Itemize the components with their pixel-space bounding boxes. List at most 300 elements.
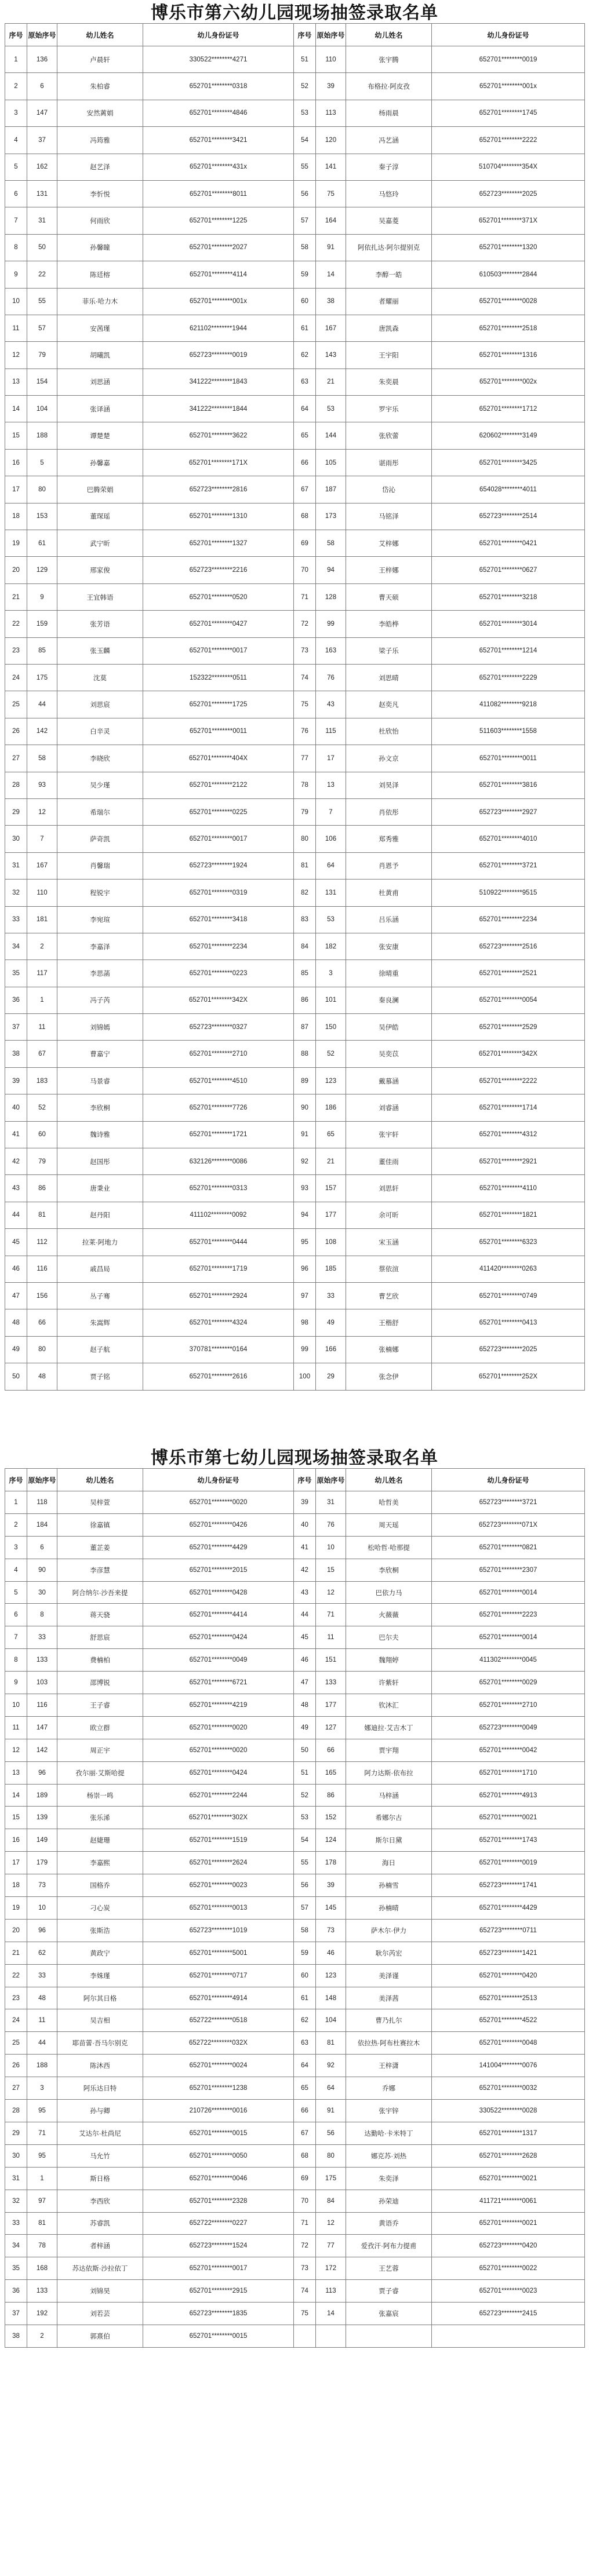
seq-cell: 29 <box>5 798 27 825</box>
child-id-cell: 652701********6323 <box>432 1229 585 1256</box>
original-seq-cell: 10 <box>316 1536 346 1559</box>
child-id-cell: 652701********0021 <box>432 2212 585 2235</box>
child-name-cell: 王宇阳 <box>346 342 432 368</box>
seq-cell: 58 <box>294 1919 316 1942</box>
child-id-cell: 652701********2328 <box>143 2190 294 2212</box>
seq-cell: 30 <box>5 2144 27 2167</box>
seq-cell: 75 <box>294 2303 316 2325</box>
child-id-cell: 152322********0511 <box>143 664 294 691</box>
original-seq-cell: 67 <box>27 1041 57 1067</box>
child-id-cell: 652701********2518 <box>432 315 585 341</box>
table-row <box>5 2100 585 2122</box>
original-seq-cell: 165 <box>316 1761 346 1784</box>
table-row <box>5 2257 585 2280</box>
table-row <box>5 288 585 315</box>
table-row <box>5 637 585 664</box>
original-seq-cell: 148 <box>316 1987 346 2009</box>
section-title-7: 博乐市第七幼儿园现场抽签录取名单 <box>151 1448 438 1468</box>
original-seq-cell: 188 <box>27 2055 57 2077</box>
seq-cell: 63 <box>294 368 316 395</box>
child-name-cell: 秦子淳 <box>346 154 432 180</box>
child-id-cell: 652701********0028 <box>432 288 585 315</box>
child-name-cell: 许紫轩 <box>346 1672 432 1694</box>
child-name-cell: 吴伊皓 <box>346 1014 432 1041</box>
table-header-row <box>5 1469 585 1491</box>
column-header: 序号 <box>294 24 316 46</box>
child-name-cell: 李姝瑾 <box>57 1964 143 1987</box>
column-header: 原始序号 <box>27 24 57 46</box>
child-id-cell: 610503********2844 <box>432 261 585 288</box>
seq-cell: 5 <box>5 154 27 180</box>
child-id-cell: 652701********1327 <box>143 530 294 557</box>
child-name-cell: 斯尔日黛 <box>346 1829 432 1852</box>
child-id-cell: 652701********4846 <box>143 100 294 126</box>
original-seq-cell: 22 <box>27 261 57 288</box>
table-row <box>5 611 585 637</box>
child-name-cell: 曹艺欣 <box>346 1282 432 1309</box>
original-seq-cell: 14 <box>316 2303 346 2325</box>
seq-cell: 56 <box>294 180 316 207</box>
original-seq-cell: 73 <box>27 1874 57 1897</box>
seq-cell: 44 <box>5 1202 27 1228</box>
child-id-cell: 330522********0028 <box>432 2100 585 2122</box>
table-row <box>5 1491 585 1514</box>
child-name-cell: 孙荣迪 <box>346 2190 432 2212</box>
child-id-cell: 652701********0015 <box>143 2122 294 2144</box>
child-id-cell: 652723********0019 <box>143 342 294 368</box>
child-id-cell: 652723********3721 <box>432 1491 585 1514</box>
child-name-cell: 李嘉熙 <box>57 1852 143 1874</box>
seq-cell: 73 <box>294 637 316 664</box>
child-name-cell: 谭楚楚 <box>57 422 143 449</box>
table-row <box>5 1067 585 1094</box>
table-row <box>5 127 585 154</box>
original-seq-cell: 12 <box>27 798 57 825</box>
child-name-cell: 张念伊 <box>346 1363 432 1390</box>
child-id-cell: 652701********1320 <box>432 234 585 261</box>
child-id-cell: 652723********2516 <box>432 933 585 959</box>
seq-cell: 25 <box>5 691 27 718</box>
original-seq-cell: 123 <box>316 1067 346 1094</box>
child-id-cell: 652701********6721 <box>143 1672 294 1694</box>
table-row <box>5 180 585 207</box>
original-seq-cell: 48 <box>27 1363 57 1390</box>
table-row <box>5 2190 585 2212</box>
child-id-cell: 652701********0223 <box>143 960 294 987</box>
child-name-cell: 孙馨瞳 <box>57 234 143 261</box>
table-row <box>5 960 585 987</box>
original-seq-cell: 186 <box>316 1094 346 1121</box>
child-name-cell: 艾达尔·杜尚尼 <box>57 2122 143 2144</box>
seq-cell: 8 <box>5 234 27 261</box>
original-seq-cell: 188 <box>27 422 57 449</box>
child-name-cell: 王梓娜 <box>346 557 432 583</box>
child-id-cell: 411082********9218 <box>432 691 585 718</box>
child-id-cell: 652701********0413 <box>432 1309 585 1336</box>
original-seq-cell: 7 <box>316 798 346 825</box>
original-seq-cell: 33 <box>27 1626 57 1649</box>
table-row <box>5 718 585 745</box>
original-seq-cell: 133 <box>316 1672 346 1694</box>
original-seq-cell: 116 <box>27 1256 57 1282</box>
original-seq-cell: 6 <box>27 73 57 100</box>
original-seq-cell: 44 <box>27 2032 57 2055</box>
original-seq-cell: 166 <box>316 1336 346 1363</box>
child-id-cell: 652701********0717 <box>143 1964 294 1987</box>
child-name-cell: 张译涵 <box>57 396 143 422</box>
seq-cell: 60 <box>294 1964 316 1987</box>
child-name-cell: 朱奕泽 <box>346 2167 432 2190</box>
original-seq-cell: 157 <box>316 1175 346 1202</box>
column-header: 幼儿身份证号 <box>432 1469 585 1491</box>
child-id-cell: 652701********1714 <box>432 1094 585 1121</box>
table-row <box>5 1014 585 1041</box>
original-seq-cell: 149 <box>27 1829 57 1852</box>
seq-cell: 59 <box>294 261 316 288</box>
table-row <box>5 1739 585 1761</box>
original-seq-cell: 2 <box>27 933 57 959</box>
child-name-cell: 赵国彤 <box>57 1148 143 1175</box>
seq-cell: 97 <box>294 1282 316 1309</box>
child-id-cell: 652701********2915 <box>143 2280 294 2303</box>
original-seq-cell: 77 <box>316 2235 346 2257</box>
child-name-cell: 松哈哲·哈那提 <box>346 1536 432 1559</box>
child-name-cell: 阿尔其日格 <box>57 1987 143 2009</box>
child-id-cell: 652701********7726 <box>143 1094 294 1121</box>
child-name-cell: 李西欣 <box>57 2190 143 2212</box>
seq-cell: 62 <box>294 2009 316 2032</box>
seq-cell: 31 <box>5 852 27 879</box>
child-id-cell: 652701********2624 <box>143 1852 294 1874</box>
child-id-cell: 652701********4312 <box>432 1121 585 1148</box>
seq-cell: 58 <box>294 234 316 261</box>
original-seq-cell: 162 <box>27 154 57 180</box>
seq-cell: 67 <box>294 476 316 503</box>
original-seq-cell: 61 <box>27 530 57 557</box>
child-id-cell: 652723********1924 <box>143 852 294 879</box>
child-name-cell: 何雨欣 <box>57 207 143 234</box>
seq-cell: 88 <box>294 1041 316 1067</box>
child-name-cell: 李醇一皓 <box>346 261 432 288</box>
child-id-cell: 652701********0749 <box>432 1282 585 1309</box>
child-id-cell: 652701********3421 <box>143 127 294 154</box>
column-header: 序号 <box>294 1469 316 1491</box>
child-name-cell: 戴慕涵 <box>346 1067 432 1094</box>
child-id-cell: 510922********9515 <box>432 880 585 906</box>
seq-cell: 20 <box>5 1919 27 1942</box>
child-name-cell: 舒思宸 <box>57 1626 143 1649</box>
child-name-cell: 者耀丽 <box>346 288 432 315</box>
seq-cell: 52 <box>294 73 316 100</box>
child-id-cell: 652701********2122 <box>143 772 294 798</box>
child-name-cell: 吕乐涵 <box>346 906 432 933</box>
original-seq-cell: 105 <box>316 449 346 476</box>
child-id-cell: 652701********0029 <box>432 1672 585 1694</box>
seq-cell: 8 <box>5 1649 27 1672</box>
child-id-cell: 652701********0023 <box>432 2280 585 2303</box>
child-id-cell: 652701********0023 <box>143 1874 294 1897</box>
child-id-cell: 652701********0427 <box>143 611 294 637</box>
seq-cell: 28 <box>5 772 27 798</box>
column-header: 幼儿姓名 <box>346 24 432 46</box>
child-id-cell: 652701********4414 <box>143 1604 294 1626</box>
seq-cell: 95 <box>294 1229 316 1256</box>
seq-cell: 50 <box>294 1739 316 1761</box>
child-name-cell: 安茜瑾 <box>57 315 143 341</box>
child-id-cell: 652701********2921 <box>432 1148 585 1175</box>
child-id-cell: 652701********0022 <box>432 2257 585 2280</box>
child-name-cell: 哈哲美 <box>346 1491 432 1514</box>
original-seq-cell: 6 <box>27 1536 57 1559</box>
seq-cell: 55 <box>294 1852 316 1874</box>
child-name-cell: 赵奕凡 <box>346 691 432 718</box>
table-row <box>5 1256 585 1282</box>
original-seq-cell: 123 <box>316 1964 346 1987</box>
child-name-cell: 杨崇一鸣 <box>57 1784 143 1807</box>
seq-cell: 67 <box>294 2122 316 2144</box>
child-id-cell: 652722********0227 <box>143 2212 294 2235</box>
seq-cell: 22 <box>5 1964 27 1987</box>
original-seq-cell: 13 <box>316 772 346 798</box>
child-id-cell: 652701********0019 <box>432 1852 585 1874</box>
child-name-cell: 唐凯森 <box>346 315 432 341</box>
seq-cell: 83 <box>294 906 316 933</box>
seq-cell: 26 <box>5 2055 27 2077</box>
child-id-cell: 652701********0319 <box>143 880 294 906</box>
child-name-cell: 苏达依斯·沙拉依丁 <box>57 2257 143 2280</box>
seq-cell: 1 <box>5 1491 27 1514</box>
child-id-cell: 620602********3149 <box>432 422 585 449</box>
table-row <box>5 154 585 180</box>
table-row <box>5 1987 585 2009</box>
seq-cell: 32 <box>5 880 27 906</box>
child-name-cell: 依拉热·阿布杜赛拉木 <box>346 2032 432 2055</box>
seq-cell: 22 <box>5 611 27 637</box>
original-seq-cell: 139 <box>27 1807 57 1829</box>
seq-cell: 62 <box>294 342 316 368</box>
seq-cell: 17 <box>5 1852 27 1874</box>
child-name-cell: 火薇薇 <box>346 1604 432 1626</box>
column-header: 幼儿姓名 <box>346 1469 432 1491</box>
child-id-cell: 652701********4429 <box>143 1536 294 1559</box>
table-row <box>5 2009 585 2032</box>
table-row <box>5 1229 585 1256</box>
original-seq-cell: 91 <box>316 234 346 261</box>
seq-cell: 14 <box>5 396 27 422</box>
seq-cell: 4 <box>5 127 27 154</box>
seq-cell: 43 <box>5 1175 27 1202</box>
child-name-cell: 吴嘉菱 <box>346 207 432 234</box>
seq-cell: 10 <box>5 288 27 315</box>
child-id-cell: 510704********354X <box>432 154 585 180</box>
child-name-cell: 阿合纳尔·沙吾来提 <box>57 1581 143 1604</box>
child-name-cell: 唐秉业 <box>57 1175 143 1202</box>
table-row <box>5 2280 585 2303</box>
seq-cell: 23 <box>5 1987 27 2009</box>
child-name-cell: 董芷姜 <box>57 1536 143 1559</box>
child-name-cell: 冯艺涵 <box>346 127 432 154</box>
seq-cell: 3 <box>5 100 27 126</box>
child-name-cell: 安然蓠娟 <box>57 100 143 126</box>
seq-cell: 7 <box>5 1626 27 1649</box>
original-seq-cell: 3 <box>27 2077 57 2100</box>
child-id-cell: 330522********4271 <box>143 46 294 73</box>
seq-cell: 14 <box>5 1784 27 1807</box>
original-seq-cell: 156 <box>27 1282 57 1309</box>
child-name-cell: 王艺蓉 <box>346 2257 432 2280</box>
child-id-cell: 652701********4010 <box>432 826 585 852</box>
original-seq-cell: 75 <box>316 180 346 207</box>
original-seq-cell: 71 <box>316 1604 346 1626</box>
original-seq-cell: 50 <box>27 234 57 261</box>
seq-cell: 94 <box>294 1202 316 1228</box>
original-seq-cell: 43 <box>316 691 346 718</box>
original-seq-cell: 113 <box>316 100 346 126</box>
table-row <box>5 1829 585 1852</box>
table-header-row <box>5 24 585 46</box>
child-name-cell: 秦良澜 <box>346 987 432 1013</box>
child-id-cell: 652701********0024 <box>143 2055 294 2077</box>
seq-cell: 41 <box>294 1536 316 1559</box>
child-name-cell: 吴梓萱 <box>57 1491 143 1514</box>
table-row <box>5 1148 585 1175</box>
seq-cell: 6 <box>5 1604 27 1626</box>
column-header: 原始序号 <box>27 1469 57 1491</box>
child-name-cell: 李皓桦 <box>346 611 432 637</box>
original-seq-cell: 117 <box>27 960 57 987</box>
original-seq-cell: 164 <box>316 207 346 234</box>
child-id-cell: 652723********1019 <box>143 1919 294 1942</box>
child-id-cell: 652701********371X <box>432 207 585 234</box>
seq-cell: 51 <box>294 1761 316 1784</box>
original-seq-cell: 163 <box>316 637 346 664</box>
seq-cell: 53 <box>294 100 316 126</box>
child-name-cell: 陈廷榕 <box>57 261 143 288</box>
original-seq-cell: 95 <box>27 2100 57 2122</box>
child-id-cell: 652701********2513 <box>432 1987 585 2009</box>
table-row <box>5 1626 585 1649</box>
original-seq-cell: 31 <box>27 207 57 234</box>
seq-cell: 69 <box>294 530 316 557</box>
original-seq-cell: 120 <box>316 127 346 154</box>
table-row <box>5 530 585 557</box>
child-name-cell: 刘若芸 <box>57 2303 143 2325</box>
original-seq-cell: 90 <box>27 1559 57 1581</box>
child-id-cell: 652701********0021 <box>432 2167 585 2190</box>
table-row <box>5 1672 585 1694</box>
table-row <box>5 1919 585 1942</box>
original-seq-cell: 65 <box>316 1121 346 1148</box>
child-name-cell: 萨奇凯 <box>57 826 143 852</box>
table-row <box>5 1694 585 1717</box>
original-seq-cell: 79 <box>27 1148 57 1175</box>
child-name-cell: 巴腾荣娟 <box>57 476 143 503</box>
child-id-cell: 652701********2234 <box>143 933 294 959</box>
child-name-cell: 美泽谨 <box>346 1964 432 1987</box>
child-id-cell: 652723********0420 <box>432 2235 585 2257</box>
original-seq-cell: 92 <box>316 2055 346 2077</box>
child-name-cell: 李欣桐 <box>57 1094 143 1121</box>
seq-cell: 46 <box>5 1256 27 1282</box>
table-row <box>5 798 585 825</box>
original-seq-cell: 14 <box>316 261 346 288</box>
child-name-cell: 耿尔芮宏 <box>346 1942 432 1964</box>
child-id-cell: 652701********2244 <box>143 1784 294 1807</box>
child-id-cell: 652701********1310 <box>143 503 294 530</box>
child-name-cell: 吴吉相 <box>57 2009 143 2032</box>
table-row <box>5 2167 585 2190</box>
child-id-cell: 652701********0015 <box>143 2325 294 2347</box>
original-seq-cell: 76 <box>316 664 346 691</box>
original-seq-cell: 147 <box>27 1716 57 1739</box>
child-id-cell: 652723********2025 <box>432 180 585 207</box>
child-name-cell: 刘思晴 <box>346 664 432 691</box>
child-name-cell: 王梓潇 <box>346 2055 432 2077</box>
original-seq-cell: 48 <box>27 1987 57 2009</box>
seq-cell: 24 <box>5 2009 27 2032</box>
seq-cell: 37 <box>5 1014 27 1041</box>
child-name-cell: 赵丹阳 <box>57 1202 143 1228</box>
table-row <box>5 476 585 503</box>
child-name-cell: 魏诗雅 <box>57 1121 143 1148</box>
child-id-cell: 652701********1519 <box>143 1829 294 1852</box>
child-id-cell: 652701********1316 <box>432 342 585 368</box>
child-id-cell: 652701********2521 <box>432 960 585 987</box>
table-row <box>5 664 585 691</box>
child-name-cell: 孙馨嘉 <box>57 449 143 476</box>
child-id-cell: 632126********0086 <box>143 1148 294 1175</box>
seq-cell: 90 <box>294 1094 316 1121</box>
child-id-cell: 652701********0048 <box>432 2032 585 2055</box>
admission-table-7 <box>5 1468 585 2348</box>
admission-table-6 <box>5 23 585 1391</box>
original-seq-cell: 183 <box>27 1067 57 1094</box>
table-row <box>5 422 585 449</box>
seq-cell: 77 <box>294 745 316 772</box>
child-id-cell: 652701********0444 <box>143 1229 294 1256</box>
original-seq-cell: 187 <box>316 476 346 503</box>
seq-cell: 68 <box>294 503 316 530</box>
table-row <box>5 2325 585 2347</box>
child-id-cell: 652701********1725 <box>143 691 294 718</box>
table-row <box>5 1121 585 1148</box>
child-name-cell: 郭熹伯 <box>57 2325 143 2347</box>
table-row <box>5 1852 585 1874</box>
seq-cell: 74 <box>294 2280 316 2303</box>
original-seq-cell: 64 <box>316 852 346 879</box>
seq-cell: 66 <box>294 449 316 476</box>
seq-cell: 55 <box>294 154 316 180</box>
child-id-cell: 652701********1317 <box>432 2122 585 2144</box>
child-id-cell: 652723********1421 <box>432 1942 585 1964</box>
original-seq-cell: 101 <box>316 987 346 1013</box>
original-seq-cell: 11 <box>27 1014 57 1041</box>
original-seq-cell: 145 <box>316 1897 346 1920</box>
child-id-cell: 652701********0046 <box>143 2167 294 2190</box>
child-name-cell: 董佳雨 <box>346 1148 432 1175</box>
original-seq-cell: 1 <box>27 2167 57 2190</box>
seq-cell: 65 <box>294 422 316 449</box>
original-seq-cell: 31 <box>316 1491 346 1514</box>
table-row <box>5 691 585 718</box>
seq-cell: 86 <box>294 987 316 1013</box>
original-seq-cell: 113 <box>316 2280 346 2303</box>
section-title-6: 博乐市第六幼儿园现场抽签录取名单 <box>151 3 438 23</box>
child-id-cell <box>432 2325 585 2347</box>
original-seq-cell: 95 <box>27 2144 57 2167</box>
original-seq-cell: 84 <box>316 2190 346 2212</box>
child-id-cell: 652701********0019 <box>432 46 585 73</box>
